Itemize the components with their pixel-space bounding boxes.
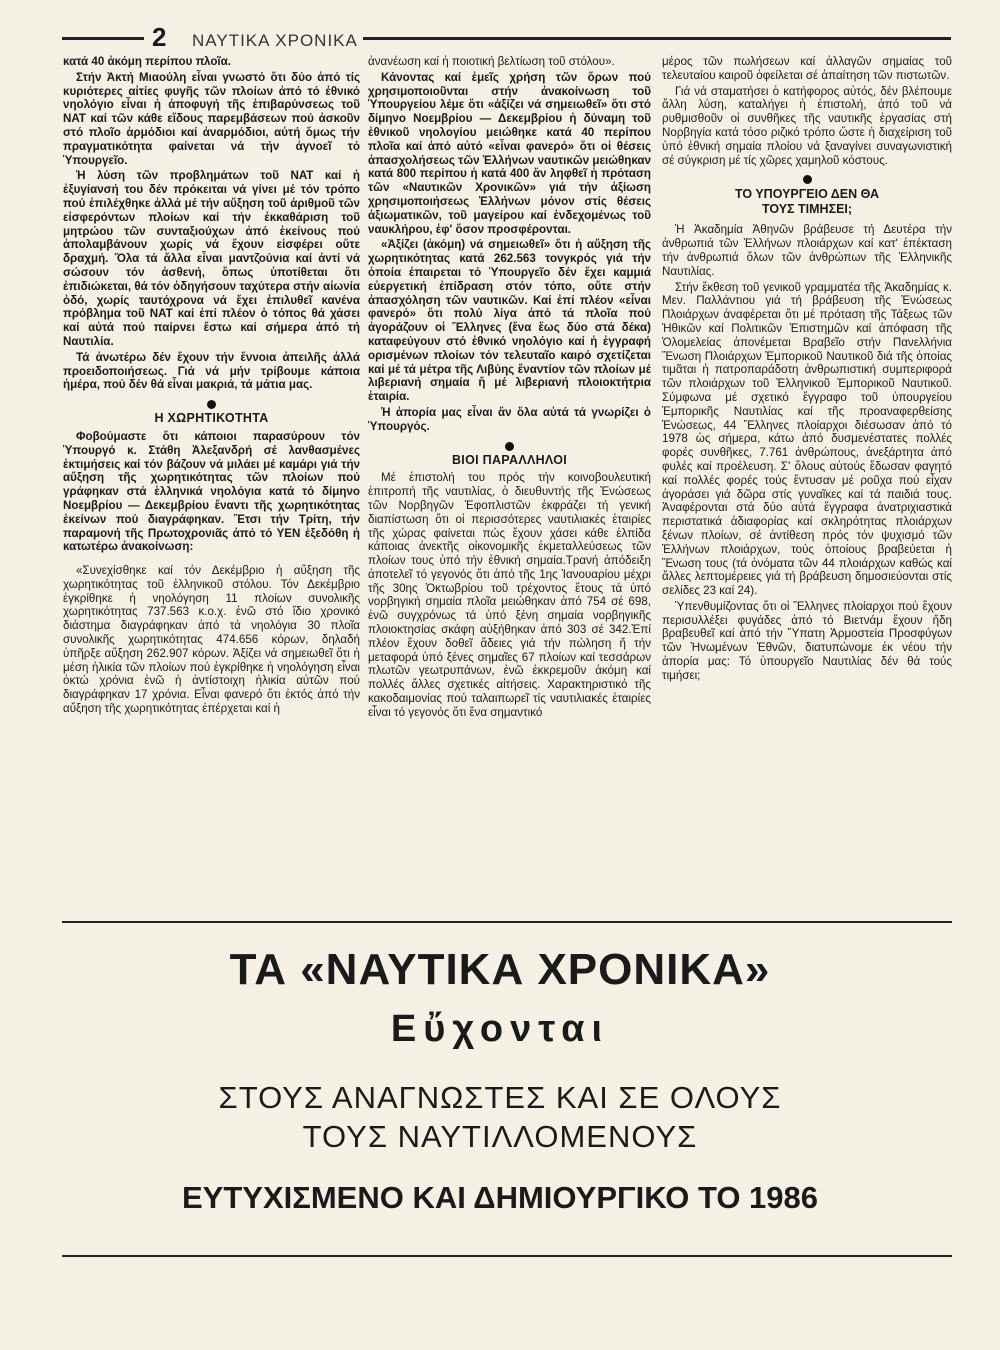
col1-paragraph: κατά 40 ἀκόμη περίπου πλοῖα.	[63, 55, 231, 68]
greeting-line-3: ΕΥΤΥΧΙΣΜΕΝΟ ΚΑΙ ΔΗΜΙΟΥΡΓΙΚΟ ΤΟ 1986	[181, 1180, 819, 1215]
col2-paragraph: «Ἀξίζει (ἀκόμη) νά σημειωθεῖ» ὅτι ἡ αὔξηση τῆς χωρητικότητας κατά 262.563 τονγκρός γιά τήν ὁποία ἐπαιρεται τό Ὑπουργεῖο δέν ἔχει καμμιά εὐεργετική ἐπίδραση στόν τόπο, οὔτε στήν ἀπασχόληση τῶν ναυτικῶν. Καί ἐπί πλέον «εἶναι φανερό» ὅτι πολύ λίγα ἀπό τά πλοῖα πού ἀγοράζουν οἱ Ἕλληνες (ἕνα ἕως δύο στά δέκα) καταφεύγουν στό ἐθνικό νηολόγιο καί ἡ ἐγγραφή ορισμένων πλοίων τόν τελευταῖο καιρό σχετίζεται καί μέ τά μέτρα τῆς Λιβύης ἔναντίον τῶν πλοίων μέ λιβεριανή σημαία ἤ μέ λιβεριανή πλοιοκτήτρια ἑταιρία.	[368, 238, 651, 404]
section-heading-bioi-paralliloi: ΒΙΟΙ ΠΑΡΑΛΛΗΛΟΙ	[451, 452, 568, 467]
page-number: 2	[152, 22, 167, 52]
col3-paragraph: Ὑπενθυμίζοντας ὅτι οἱ Ἕλληνες πλοίαρχοι πού ἔχουν περισυλλέξει φυγάδες ἀπό τό Βιετνάμ ἔχουν ἤδη βραβευθεῖ καί ἀπό τήν Ὕπατη Ἁρμοστεία Προσφύγων τῶν Ἡνωμένων Ἐθνῶν, διατυπώνομε ἐκ νέου τήν ἀπορία μας: Τό ὑπουργεῖο Ναυτιλίας δέν θά τούς τιμήσει;	[662, 599, 952, 682]
greeting-wish: Εὔχονται	[390, 1008, 610, 1050]
section-bullet	[207, 400, 216, 409]
section-bullet	[505, 442, 514, 451]
col1-quote-paragraph: «Συνεχίσθηκε καί τόν Δεκέμβριο ἡ αὔξηση τῆς χωρητικότητας τοῦ ἑλληνικοῦ στόλου. Τόν Δεκέμβριο ἐγκρίθηκε ἡ νηολόγηση 11 πλοίων συνολικῆς χωρητικότητας 737.563 κ.ο.χ. ἐνῶ στό ἴδιο χρονικό διάστημα διαγράφηκαν ἀπό τά νηολόγια 30 πλοῖα συνολικῆς χωρητικότητας 474.656 κόρων, δηλαδή ὑπῆρξε αὔξηση 262.907 κόρων. Ἀξίζει νά σημειωθεῖ ὅτι ἡ μέση ἡλικία τῶν πλοίων πού ἐγκρίθηκε ἡ νηολόγηση εἶναι ὀκτώ χρόνια ἐνῶ ἡ ἀντίστοιχη ἡλικία αὐτῶν πού διαγράφηκαν 17 χρόνια. Εἶναι φανερό ὅτι ἐκτός ἀπό τήν αὔξηση τῆς χωρητικότητας ἐπέρχεται καί ἡ	[63, 564, 360, 716]
col2-paragraph: Κάνοντας καί ἐμεῖς χρήση τῶν ὅρων πού χρησιμοποιοῦνται στήν ἀνακοίνωση τοῦ Ὑπουργείου λέμε ὅτι «ἀξίζει νά σημειωθεῖ» ὅτι στό δίμηνο Νοεμβρίου — Δεκεμβρίου ἡ δύναμη τοῦ ἐθνικοῦ νηολογίου μειώθηκε κατά 40 περίπου πλοῖα καί ἀπό αὐτό «εἶναι φανερό» ὅτι οἱ θέσεις ἀπασχολήσεως τῶν Ἑλλήνων ναυτικῶν μειώθηκαν κατά 800 περίπου ἡ κατά 400 ἄν ληφθεῖ ἡ πρόταση τῶν «Ναυτικῶν Χρονικῶν» γιά τήν ἀξίωση χρησιμοποιήσεως Ἑλλήνων μόνον στίς θέσεις ἀξιωματικῶν, τοῦ μαγείρου καί ἐνδεχομένως τοῦ ναυκλήρου, ἐφ' ὅσον προσφέρονται.	[368, 70, 651, 236]
col1-paragraph: Στήν Ἀκτή Μιαούλη εἶναι γνωστό ὅτι δύο ἀπό τίς κυριότερες αἰτίες φυγῆς τῶν πλοίων ἀπό τό ἐθνικό νηολόγιο εἶναι ἡ ἀποφυγή τῆς ἐπιβαρύνσεως τοῦ ΝΑΤ καί τῶν κάθε εἴδους παρεμβάσεων πού ἀσκοῦν στό πλοῖο ἁρμόδιοι καί ἀναρμόδιοι, αὐτή ὅμως τήν πραγματικότητα φαίνεται νά τήν ἀγνοεῖ τό Ὑπουργεῖο.	[63, 70, 360, 167]
greeting-line-2: ΤΟΥΣ ΝΑΥΤΙΛΛΟΜΕΝΟΥΣ	[302, 1119, 698, 1154]
col3-paragraph: Στήν ἔκθεση τοῦ γενικοῦ γραμματέα τῆς Ἀκαδημίας κ. Μεν. Παλλάντιου γιά τή βράβευση τῆς Ἑνώσεως Πλοιάρχων ἀναφέρεται ὅτι μέ πρόταση τῆς Τάξεως τῶν Ἠθικῶν καί Πολιτικῶν Ἐπιστημῶν καί ἀπόφαση τῆς Ὁλομελείας ἀπονέμεται Βραβεῖο στήν Πανελλήνια Ἕνωση Πλοιάρχων Ἐμπορικοῦ Ναυτικοῦ διά τῆς ὁποίας τιμᾶται ἡ πατροπαράδοτη ἀνθρωπιστική συμπεριφορά τῶν πλοιάρχων τοῦ Ἑλληνικοῦ Ἐμπορικοῦ Ναυτικοῦ. Σύμφωνα μέ σχετικό ἔγγραφο τοῦ ὑπουργείου Ἐμπορικῆς Ναυτιλίας καί τῆς προαναφερθείσης Ἑνώσεως, 44 Ἕλληνες πλοίαρχοι διέσωσαν ἀπό τό 1978 ὡς σήμερα, κάτω ἀπό δυσμενέστατες πολλές φορές συνθῆκες, 7.761 ἀνθρώπους, ἀνεξάρτητα ἀπό φυλές καί προέλευση. Σ' ὅλους αὐτούς ἔδωσαν φαγητό καί πολλές φορές τούς ἔντυσαν μέ ροῦχα πού εἶχαν ἀγοράσει γιά δῶρα στίς γυναῖκες καί τά παιδιά τους. Ἀναφέρονται στά δύο αὐτά ἔγγραφα ἀνατριχιαστικά περιστατικά ἀδιαφορίας καί σκληρότητας πλοιάρχων ξένων πλοίων, σέ ἀντίθεση πρός τόν ψυχισμό τῶν Ἑλλήνων πλοιάρχων, τούς ὁποίους βραβεύεται ἡ Ἕνωση τους (τά ὀνόματα τῶν 44 πλοιάρχων καθώς καί ἄλλες λεπτομέρειες γιά τή βράβευση δημοσιεύονται στίς σελίδες 23 καί 24).	[662, 280, 952, 598]
section-heading-horitikotita: Η ΧΩΡΗΤΙΚΟΤΗΤΑ	[154, 411, 269, 426]
heading-line: ΤΟ ΥΠΟΥΡΓΕΙΟ ΔΕΝ ΘΑ	[734, 187, 880, 202]
newspaper-name: ΝΑΥΤΙΚΑ ΧΡΟΝΙΚΑ	[192, 31, 358, 50]
column-3	[662, 55, 952, 685]
col3-paragraph: Γιά νά σταματήσει ὁ κατήφορος αὐτός, δέν βλέπουμε ἄλλη λύση, καταλήγει ἡ ἐπιστολή, ἀπό τοῦ νά ρυθμισθοῦν οἱ συνθῆκες τῆς ναυτικῆς ἐργασίας στή Νορβηγία κατά τόσο ριζικό τρόπο ὥστε ἡ διαχείριση τοῦ ὑπό ἐθνική σημαία πλοίου νά ξαναγίνει συναγωνιστική σέ σύγκριση μέ τίς χῶρες χαμηλοῦ κόστους.	[662, 84, 952, 167]
col2-paragraph: Μέ ἐπιστολή του πρός τήν κοινοβουλευτική ἐπιτροπή τῆς ναυτιλίας, ὁ διευθυντής τῆς Ἑνώσεως τῶν Νορβηγῶν Ἐφοπλιστῶν ἐκφράζει τή γενική διαπίστωση ὅτι οἱ περισσότερες ναυτιλιακές ἑταιρίες τῆς χώρας φαίνεται πώς ἔχουν χάσει κάθε ἐλπίδα κάποιας ἀνεκτῆς οἰκονομικῆς ἐκμεταλλεύσεως τῶν πλοίων τους ὑπό τήν ἐθνική σημαία.Τρανή ἀπόδειξη ἀποτελεῖ τό γεγονός ὅτι ἀπό τῆς 1ης Ἰανουαρίου μέχρι τῆς 30ης Ὀκτωβρίου τοῦ τρέχοντος ἔτους τά ὑπό νορβηγική σημαία πλοῖα μειώθηκαν ἀπό 754 σέ 698, ἐνῶ συγχρόνως τά ὑπό ξένη σημαία νορβηγικῆς πλοιοκτησίας σκάφη αὐξήθηκαν ἀπό 303 σέ 342.Ἐπί πλέον ἔχουν δοθεῖ ἄδειες γιά τήν πώληση ἤ τήν μεταφορά ὑπό ξένες σημαῖες 67 πλοίων καί τεσσάρων πλωτῶν γεωτρυπάνων, ἐνῶ ἐκκρεμοῦν ἀκόμη καί πολλές ἄλλες σχετικές αἰτήσεις. Χαρακτηριστικό τῆς κακοδαιμονίας πού ταλαιπωρεῖ τίς ναυτιλιακές ἑταιρίες εἶναι τό γεγονός ὅτι ἕνα σημαντικό	[368, 471, 651, 719]
col1-paragraph: Ἡ λύση τῶν προβλημάτων τοῦ ΝΑΤ καί ἡ ἐξυγίανσή του δέν πρόκειται νά γίνει μέ τόν τρόπο πού ἐπιλέχθηκε ἀλλά μέ τήν αὔξηση τοῦ ἀριθμοῦ τῶν εἰσφερόντων πλοίων καί τήν ἐκκαθάριση τοῦ μητρώου τῶν συνταξιούχων ἀπό ἐκείνους πού ἀπολαμβάνουν χωρίς νά ἔχουν εἰσφέρει οὔτε δραχμή. Ὅλα τά ἄλλα εἶναι μαντζούνια καί ἀντί νά σώσουν τόν ἀσθενή, ὅπως ὑποτίθεται ὅτι ἐπιδιώκεται, θά τόν ὁδηγήσουν ταχύτερα στήν αἰωνία ὁδό, χωρίς ταυτόχρονα νά ἔχει ἐπιλυθεῖ κανένα πρόβλημα τοῦ ΝΑΤ καί ἐπί πλέον ὁ τόπος θά χάσει καί αὐτά πού παίρνει ἔστω καί σήμερα ἀπό τή Ναυτιλία.	[63, 169, 360, 348]
col1-paragraph: Τά ἀνωτέρω δέν ἔχουν τήν ἔννοια ἀπειλῆς ἀλλά προειδοποιήσεως. Γιά νά μήν τρίβουμε κάποια ἡμέρα, πού δέν θά εἶναι μακριά, τά μάτια μας.	[63, 350, 360, 392]
greeting-line-1: ΣΤΟΥΣ ΑΝΑΓΝΩΣΤΕΣ ΚΑΙ ΣΕ ΟΛΟΥΣ	[218, 1080, 782, 1115]
greeting-title: ΤΑ «ΝΑΥΤΙΚΑ ΧΡΟΝΙΚΑ»	[229, 945, 771, 994]
col2-paragraph: Ἡ ἀπορία μας εἶναι ἄν ὅλα αὐτά τά γνωρίζει ὁ Ὑπουργός.	[368, 405, 651, 433]
heading-line: ΤΟΥΣ ΤΙΜΗΣΕΙ;	[761, 202, 853, 217]
section-heading-ypourgeio	[662, 187, 952, 217]
header-rule-right	[363, 37, 951, 40]
greeting-rule-bottom	[62, 1255, 952, 1257]
column-2	[368, 55, 651, 722]
column-1	[63, 55, 360, 718]
header-rule-left	[62, 37, 144, 40]
section-bullet	[803, 175, 812, 184]
col3-paragraph: Ἡ Ἀκαδημία Ἀθηνῶν βράβευσε τή Δευτέρα τήν ἀνθρωπιά τῶν Ἑλλήνων πλοιάρχων καί κατ' ἐπέκταση τήν ἀνθρωπιά ὅλων τῶν ἀνθρώπων τῆς Ἑλληνικῆς Ναυτιλίας.	[662, 223, 952, 278]
col3-paragraph: μέρος τῶν πωλήσεων καί ἀλλαγῶν σημαίας τοῦ τελευταίου καιροῦ ὀφείλεται σέ ἀπαίτηση τῶν πιστωτῶν.	[662, 55, 952, 82]
greeting-rule-top	[62, 921, 952, 923]
col1-paragraph: Φοβούμαστε ὅτι κάποιοι παρασύρουν τόν Ὑπουργό κ. Στάθη Ἀλεξανδρή σέ λανθασμένες ἐκτιμήσεις καί τόν βάζουν νά μιλάει μέ καμάρι γιά τήν αὔξηση τῆς χωρητικότητας τῶν πλοίων πού γράφηκαν στά ἑλληνικά νηολόγια κατά τό δίμηνο Νοεμβρίου — Δεκεμβρίου ἔναντι τῆς χωρητικότητας ἐκείνων πού διαγράφηκαν. Ἔτσι τήν Τρίτη, τήν παραμονή τῆς Πρωτοχρονιᾶς ἀπό τό ΥΕΝ ἐξεδόθη ἡ κατωτέρω ἀνακοίνωση:	[63, 429, 360, 554]
col2-paragraph: ἀνανέωση καί ἡ ποιοτική βελτίωση τοῦ στόλου».	[368, 55, 615, 68]
